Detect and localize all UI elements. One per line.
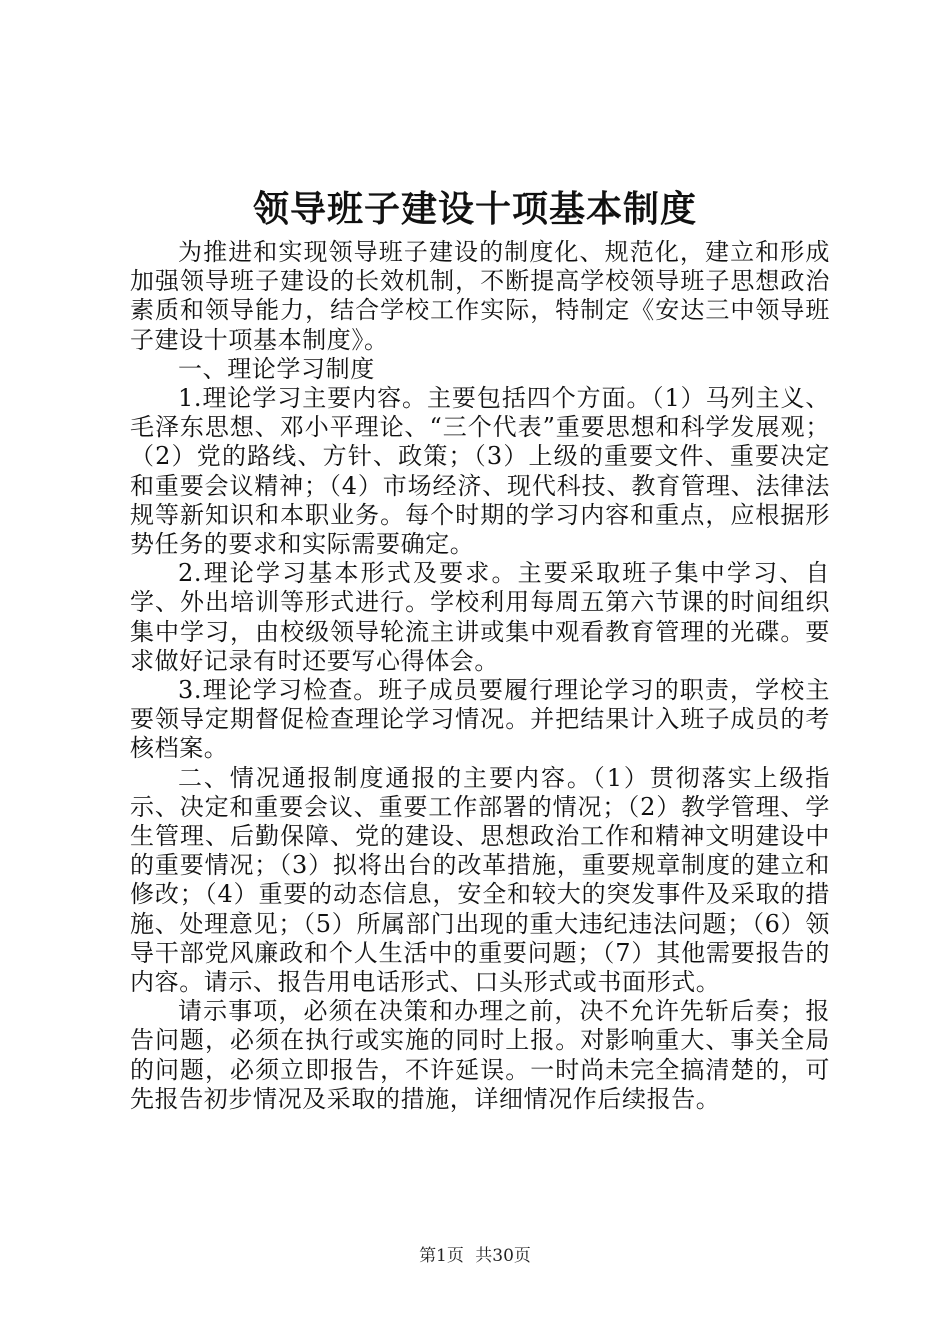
page-total: 共30页 <box>475 1246 531 1266</box>
paragraph-intro: 为推进和实现领导班子建设的制度化、规范化，建立和形成加强领导班子建设的长效机制，不断提高学校领导班子思想政治素质和领导能力，结合学校工作实际，特制定《安达三中领导班子建设十项基本制度》。 <box>130 238 830 354</box>
paragraph-study-forms: 2.理论学习基本形式及要求。主要采取班子集中学习、自学、外出培训等形式进行。学校利用每周五第六节课的时间组织集中学习，由校级领导轮流主讲或集中观看教育管理的光碟。要求做好记录有时还要写心得体会。 <box>130 559 830 675</box>
section-heading-theory-study: 一、理论学习制度 <box>178 354 375 383</box>
page-number: 第1页 <box>419 1246 464 1266</box>
paragraph-situation-report: 二、情况通报制度通报的主要内容。（1）贯彻落实上级指示、决定和重要会议、重要工作部署的情况；（2）教学管理、学生管理、后勤保障、党的建设、思想政治工作和精神文明建设中的重要情况；（3）拟将出台的改革措施，重要规章制度的建立和修改；（4）重要的动态信息，安全和较大的突发事件及采取的措施、处理意见；（5）所属部门出现的重大违纪违法问题；（6）领导干部党风廉政和个人生活中的重要问题；（7）其他需要报告的内容。请示、报告用电话形式、口头形式或书面形式。 <box>130 763 830 997</box>
paragraph-study-check: 3.理论学习检查。班子成员要履行理论学习的职责，学校主要领导定期督促检查理论学习情况。并把结果计入班子成员的考核档案。 <box>130 676 830 763</box>
document-body <box>130 238 830 1114</box>
page-footer <box>0 1244 950 1268</box>
document-title: 领导班子建设十项基本制度 <box>252 188 697 230</box>
paragraph-request-items: 请示事项，必须在决策和办理之前，决不允许先斩后奏；报告问题，必须在执行或实施的同时上报。对影响重大、事关全局的问题，必须立即报告，不许延误。一时尚未完全搞清楚的，可先报告初步情况及采取的措施，详细情况作后续报告。 <box>130 997 830 1113</box>
paragraph-study-content: 1.理论学习主要内容。主要包括四个方面。（1）马列主义、毛泽东思想、邓小平理论、“三个代表”重要思想和科学发展观；（2）党的路线、方针、政策；（3）上级的重要文件、重要决定和重要会议精神；（4）市场经济、现代科技、教育管理、法律法规等新知识和本职业务。每个时期的学习内容和重点，应根据形势任务的要求和实际需要确定。 <box>130 384 830 559</box>
